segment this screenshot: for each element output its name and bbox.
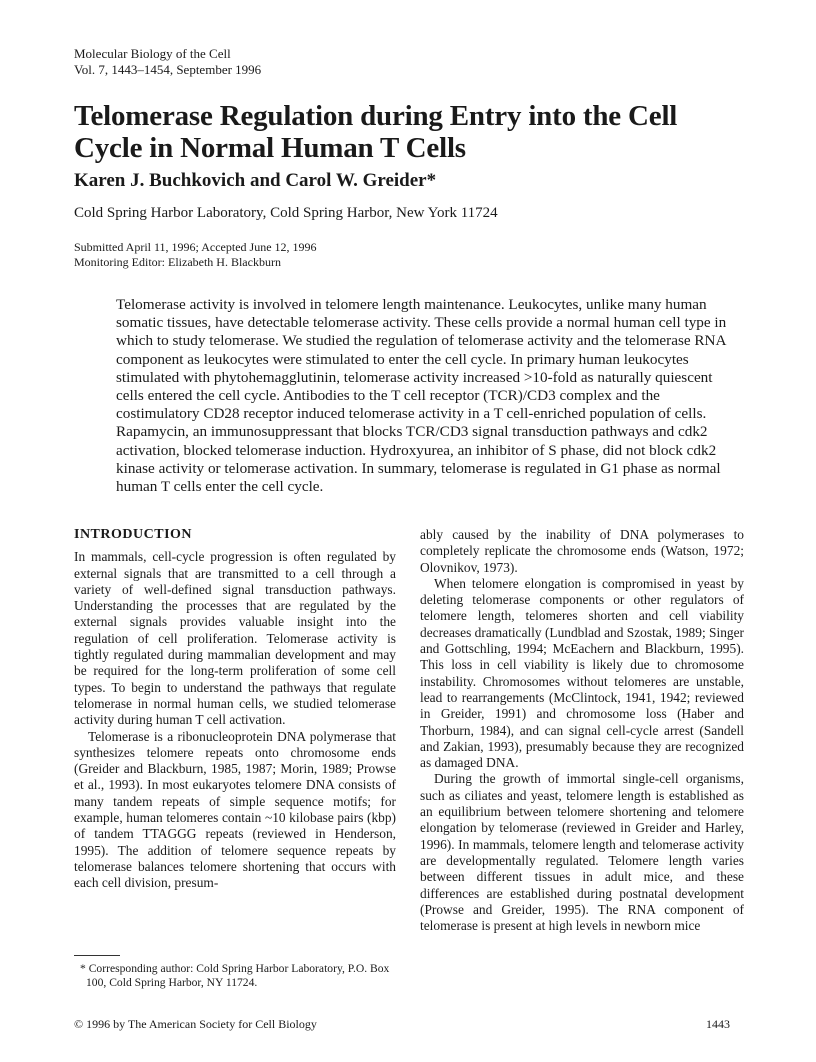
paragraph: ably caused by the inability of DNA polymerases to completely replicate the chromosome ends (Watson, 1972; Olovnikov, 1973). [420, 527, 744, 575]
left-column [74, 527, 396, 892]
paragraph: Telomerase is a ribonucleoprotein DNA polymerase that synthesizes telomere repeats onto chromosome ends (Greider and Blackburn, 1985, 1987; Morin, 1989; Prowse et al., 1993). In most eukaryotes telomere DNA consists of many tandem repeats of simple sequence motifs; for example, human telomeres contain ~10 kilobase pairs (kbp) of tandem TTAGGG repeats (reviewed in Henderson, 1995). The addition of telomere sequence repeats by telomerase balances telomere shortening that occurs with each cell division, presum- [74, 728, 396, 891]
page-number: 1443 [706, 1017, 730, 1031]
monitoring-editor: Monitoring Editor: Elizabeth H. Blackburn [74, 255, 281, 269]
submitted-accepted: Submitted April 11, 1996; Accepted June 12, 1996 [74, 240, 317, 254]
paragraph: When telomere elongation is compromised in yeast by deleting telomerase components or other regulators of telomere length, telomeres shorten and cell viability decreases dramatically (Lundblad and Szostak, 1989; Singer and Gottschling, 1994; McEachern and Blackburn, 1995). This loss in cell viability is likely due to chromosome instability. Chromosomes without telomeres are unstable, lead to rearrangements (McClintock, 1941, 1942; reviewed in Greider, 1991) and chromosome loss (Haber and Thorburn, 1984), and can signal cell-cycle arrest (Sandell and Zakian, 1993), presumably because they are recognized as damaged DNA. [420, 575, 744, 771]
journal-header [74, 46, 261, 78]
author-list: Karen J. Buchkovich and Carol W. Greider* [74, 170, 437, 191]
footnote-divider [74, 955, 120, 956]
right-column [420, 527, 744, 934]
footnote-corresponding-author: * Corresponding author: Cold Spring Harbor Laboratory, P.O. Box 100, Cold Spring Harbor, NY 11724. [80, 962, 390, 989]
journal-name: Molecular Biology of the Cell [74, 46, 231, 61]
section-heading-introduction: INTRODUCTION [74, 527, 193, 542]
paragraph: During the growth of immortal single-cell organisms, such as ciliates and yeast, telomere length is established as an equilibrium between telomere shortening and telomere elongation by telomerase (reviewed in Greider and Harley, 1996). In mammals, telomere length and telomerase activity are developmentally regulated. Telomere length varies between different tissues in adult mice, and these differences are established during postnatal development (Prowse and Greider, 1995). The RNA component of telomerase is present at high levels in newborn mice [420, 771, 744, 934]
article-title: Telomerase Regulation during Entry into the Cell Cycle in Normal Human T Cells [74, 100, 678, 164]
affiliation: Cold Spring Harbor Laboratory, Cold Spring Harbor, New York 11724 [74, 205, 498, 221]
copyright-line: © 1996 by The American Society for Cell Biology [74, 1017, 317, 1031]
paragraph: In mammals, cell-cycle progression is often regulated by external signals that are transmitted to a cell through a variety of well-defined signal transduction pathways. Understanding the processes that are regulated by the external signals provides valuable insight into the regulation of cell proliferation. Telomerase activity is tightly regulated during mammalian development and may be required for the long-term proliferation of some cell types. To begin to understand the pathways that regulate telomerase in normal human cells, we studied telomerase activity during human T cell activation. [74, 549, 396, 728]
submission-dates [74, 240, 317, 270]
abstract: Telomerase activity is involved in telomere length maintenance. Leukocytes, unlike many human somatic tissues, have detectable telomerase activity. These cells provide a normal human cell type in which to study telomerase. We studied the regulation of telomerase activity and the telomerase RNA component as leukocytes were stimulated to enter the cell cycle. In primary human leukocytes stimulated with phytohemagglutinin, telomerase activity increased >10-fold as naturally quiescent cells entered the cell cycle. Antibodies to the T cell receptor (TCR)/CD3 complex and the costimulatory CD28 receptor induced telomerase activity in a T cell-enriched population of cells. Rapamycin, an immunosuppressant that blocks TCR/CD3 signal transduction pathways and cdk2 activation, blocked telomerase induction. Hydroxyurea, an inhibitor of S phase, did not block cdk2 kinase activity or telomerase activation. In summary, telomerase is regulated in G1 phase as normal human T cells enter the cell cycle. [116, 296, 727, 496]
journal-citation: Vol. 7, 1443–1454, September 1996 [74, 62, 262, 77]
